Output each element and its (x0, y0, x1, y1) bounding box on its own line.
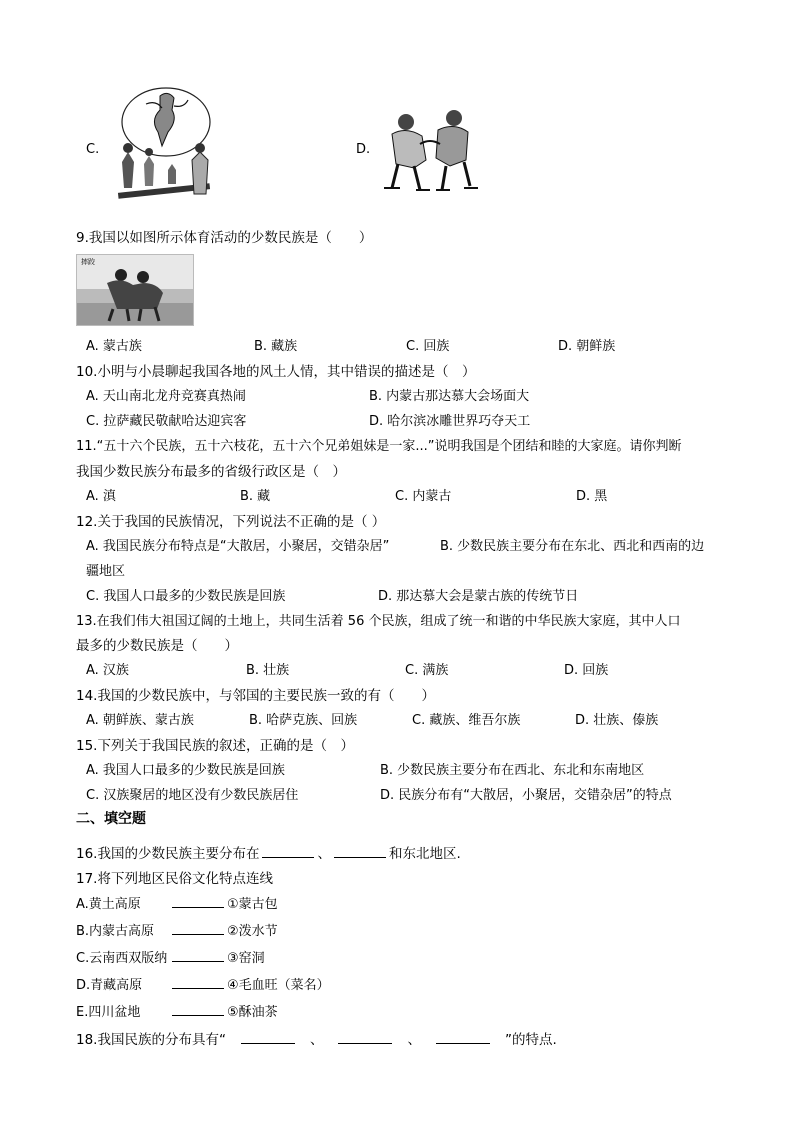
q17-blank-a[interactable] (172, 895, 224, 908)
question-15-text: 15.下列关于我国民族的叙述，正确的是（ ） (76, 738, 354, 754)
q17-left-a: A.黄土高原 (76, 897, 141, 912)
q10-option-a: A. 天山南北龙舟竞赛真热闹 (86, 389, 246, 404)
question-13-line-2: 最多的少数民族是（ ） (76, 638, 238, 654)
q11-option-a: A. 滇 (86, 489, 116, 504)
q11-option-d: D. 黑 (576, 489, 608, 504)
q14-option-c: C. 藏族、维吾尔族 (412, 713, 521, 728)
q17-right-a: ①蒙古包 (227, 897, 278, 912)
question-18 (76, 1028, 557, 1048)
q17-row-d (76, 974, 330, 993)
q12-option-d: D. 那达慕大会是蒙古族的传统节日 (378, 589, 579, 604)
q10-option-b: B. 内蒙古那达慕大会场面大 (369, 389, 530, 404)
q10-option-c: C. 拉萨藏民敬献哈达迎宾客 (86, 414, 247, 429)
q12-option-b-continued: 疆地区 (86, 564, 126, 579)
q18-blank-2[interactable] (338, 1031, 392, 1044)
q18-prefix: 18.我国民族的分布具有“ (76, 1032, 226, 1048)
question-17-text: 17.将下列地区民俗文化特点连线 (76, 871, 273, 887)
q16-blank-1[interactable] (262, 845, 314, 858)
question-14-text: 14.我国的少数民族中，与邻国的主要民族一致的有（ ） (76, 688, 435, 704)
q8-option-c-illustration (108, 84, 218, 212)
q9-wrestling-photo (76, 254, 194, 326)
question-9-text: 9.我国以如图所示体育活动的少数民族是（ ） (76, 230, 373, 246)
q18-separator-1: 、 (309, 1032, 324, 1048)
q10-option-d: D. 哈尔滨冰雕世界巧夺天工 (369, 414, 531, 429)
q17-row-e (76, 1001, 278, 1020)
q15-option-d: D. 民族分布有“大散居，小聚居，交错杂居”的特点 (380, 788, 672, 803)
question-10-text: 10.小明与小晨聊起我国各地的风土人情，其中错误的描述是（ ） (76, 364, 476, 380)
q13-option-a: A. 汉族 (86, 663, 129, 678)
q17-blank-d[interactable] (172, 976, 224, 989)
question-11-line-2: 我国少数民族分布最多的省级行政区是（ ） (76, 464, 346, 480)
q18-blank-3[interactable] (436, 1031, 490, 1044)
q12-option-b: B. 少数民族主要分布在东北、西北和西南的边 (440, 539, 705, 554)
q17-left-e: E.四川盆地 (76, 1005, 141, 1020)
q18-separator-2: 、 (407, 1032, 421, 1048)
q13-option-d: D. 回族 (564, 663, 609, 678)
q15-option-c: C. 汉族聚居的地区没有少数民族居住 (86, 788, 299, 803)
q14-option-a: A. 朝鲜族、蒙古族 (86, 713, 194, 728)
q17-blank-e[interactable] (172, 1003, 224, 1016)
q9-image-caption: 摔跤 (81, 258, 95, 266)
q17-row-a (76, 893, 278, 912)
q8-option-d-label: D. (356, 142, 371, 157)
q17-left-d: D.青藏高原 (76, 978, 143, 993)
q16-blank-2[interactable] (334, 845, 386, 858)
q17-blank-c[interactable] (172, 949, 224, 962)
q15-option-a: A. 我国人口最多的少数民族是回族 (86, 763, 285, 778)
q18-suffix: ”的特点. (504, 1032, 557, 1048)
q17-left-c: C.云南西双版纳 (76, 951, 168, 966)
q16-suffix: 和东北地区. (388, 846, 461, 862)
q17-blank-b[interactable] (172, 922, 224, 935)
q8-option-c-label: C. (86, 142, 100, 157)
q17-right-b: ②泼水节 (227, 924, 278, 939)
q13-option-c: C. 满族 (405, 663, 449, 678)
question-12-text: 12.关于我国的民族情况，下列说法不正确的是（ ） (76, 514, 386, 530)
q15-option-b: B. 少数民族主要分布在西北、东北和东南地区 (380, 763, 645, 778)
section-heading-fill-in: 二、填空题 (76, 811, 146, 827)
q12-option-a: A. 我国民族分布特点是“大散居，小聚居，交错杂居” (86, 539, 390, 554)
q11-option-b: B. 藏 (240, 489, 271, 504)
q17-row-c (76, 947, 265, 966)
q17-left-b: B.内蒙古高原 (76, 924, 155, 939)
q9-option-a: A. 蒙古族 (86, 339, 142, 354)
q17-right-e: ⑤酥油茶 (227, 1005, 278, 1020)
q16-prefix: 16.我国的少数民族主要分布在 (76, 846, 260, 862)
question-13-line-1: 13.在我们伟大祖国辽阔的土地上，共同生活着 56 个民族，组成了统一和谐的中华民族大家庭，其中人口 (76, 614, 681, 629)
q12-option-c: C. 我国人口最多的少数民族是回族 (86, 589, 286, 604)
question-11-line-1: 11.“五十六个民族，五十六枝花，五十六个兄弟姐妹是一家...”说明我国是个团结和睦的大家庭。请你判断 (76, 439, 682, 454)
q13-option-b: B. 壮族 (246, 663, 290, 678)
q18-blank-1[interactable] (241, 1031, 295, 1044)
q14-option-d: D. 壮族、傣族 (575, 713, 659, 728)
q17-right-d: ④毛血旺（菜名） (227, 978, 330, 993)
q9-option-d: D. 朝鲜族 (558, 339, 616, 354)
q8-option-d-illustration (380, 104, 480, 196)
q14-option-b: B. 哈萨克族、回族 (249, 713, 358, 728)
q17-right-c: ③窑洞 (227, 951, 265, 966)
q16-separator: 、 (317, 846, 331, 862)
q17-row-b (76, 920, 278, 939)
q11-option-c: C. 内蒙古 (395, 489, 452, 504)
q9-option-b: B. 藏族 (254, 339, 298, 354)
q9-option-c: C. 回族 (406, 339, 450, 354)
question-16 (76, 842, 461, 862)
